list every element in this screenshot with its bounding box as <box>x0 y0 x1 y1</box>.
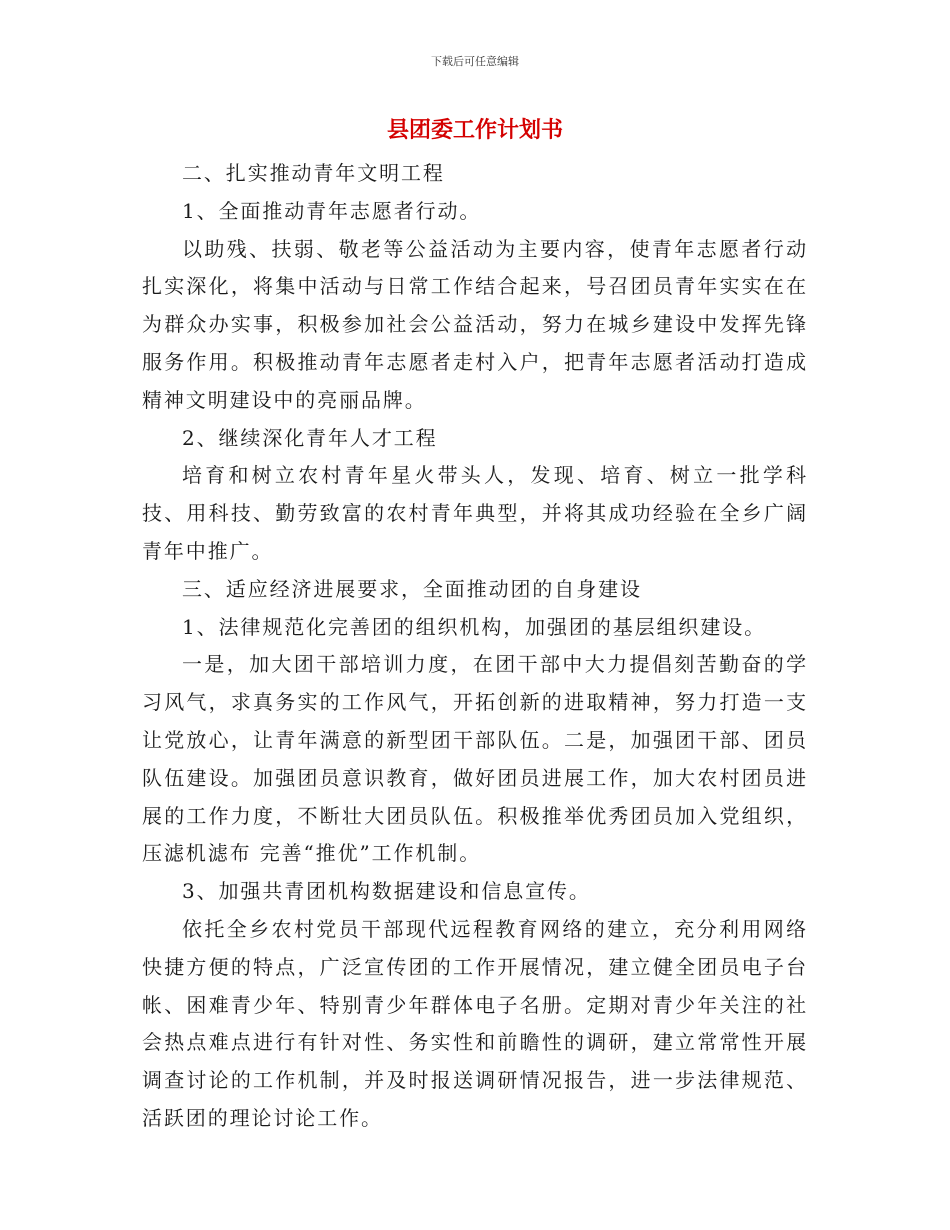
document-title: 县团委工作计划书 <box>386 118 563 143</box>
paragraph-information-publicity: 依托全乡农村党员干部现代远程教育网络的建立，充分利用网络快捷方便的特点，广泛宣传团的工作开展情况，建立健全团员电子台帐、困难青少年、特别青少年群体电子名册。定期对青少年关注的社会热点难点进行有针对性、务实性和前瞻性的调研，建立常常性开展调查讨论的工作机制，并及时报送调研情况报告，进一步法律规范、活跃团的理论讨论工作。 <box>142 916 808 1130</box>
paragraph-cadre-training: 一是，加大团干部培训力度，在团干部中大力提倡刻苦勤奋的学习风气，求真务实的工作风气，开拓创新的进取精神，努力打造一支让党放心，让青年满意的新型团干部队伍。二是，加强团干部、团员队伍建设。加强团员意识教育，做好团员进展工作，加大农村团员进展的工作力度，不断壮大团员队伍。积极推举优秀团员加入党组织，压滤机滤布 完善“推优”工作机制。 <box>142 652 808 866</box>
header-note: 下载后可任意编辑 <box>431 55 519 68</box>
document-body <box>142 155 808 1138</box>
subsection-heading-2-2: 2、继续深化青年人才工程 <box>182 425 438 450</box>
section-heading-3: 三、适应经济进展要求，全面推动团的自身建设 <box>182 576 642 601</box>
paragraph-youth-talent: 培育和树立农村青年星火带头人，发现、培育、树立一批学科技、用科技、勤劳致富的农村青年典型，并将其成功经验在全乡广阔青年中推广。 <box>142 463 808 563</box>
subsection-heading-3-1: 1、法律规范化完善团的组织机构，加强团的基层组织建设。 <box>182 614 767 639</box>
subsection-heading-2-1: 1、全面推动青年志愿者行动。 <box>182 198 482 223</box>
paragraph-volunteer-action: 以助残、扶弱、敬老等公益活动为主要内容，使青年志愿者行动扎实深化，将集中活动与日常工作结合起来，号召团员青年实实在在为群众办实事，积极参加社会公益活动，努力在城乡建设中发挥先锋服务作用。积极推动青年志愿者走村入户，把青年志愿者活动打造成精神文明建设中的亮丽品牌。 <box>142 236 808 412</box>
section-heading-2: 二、扎实推动青年文明工程 <box>182 161 445 185</box>
subsection-heading-3-3: 3、加强共青团机构数据建设和信息宣传。 <box>182 879 591 904</box>
